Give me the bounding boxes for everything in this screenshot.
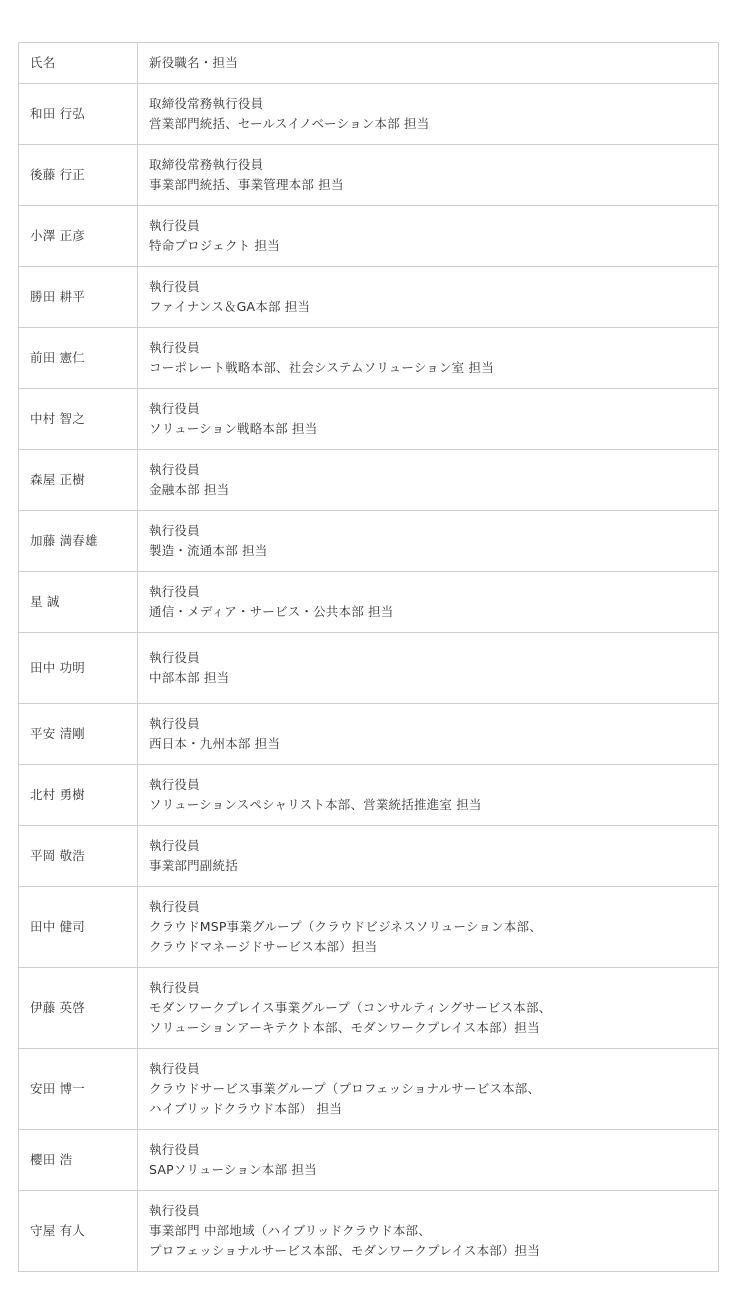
- role-line: 取締役常務執行役員: [149, 96, 264, 111]
- role-line: 執行役員: [149, 340, 200, 355]
- executive-role-cell: [138, 1191, 719, 1272]
- table-body: [19, 43, 719, 1272]
- role-line: 執行役員: [149, 777, 200, 792]
- table-row: [19, 572, 719, 633]
- role-line: 通信・メディア・サービス・公共本部 担当: [149, 604, 394, 619]
- table-row: [19, 704, 719, 765]
- role-line: 執行役員: [149, 401, 200, 416]
- role-line: 執行役員: [149, 1142, 200, 1157]
- role-line: 事業部門 中部地域（ハイブリッドクラウド本部、: [149, 1223, 431, 1238]
- role-line: 特命プロジェクト 担当: [149, 238, 280, 253]
- executive-name-cell: 前田 憲仁: [19, 328, 138, 389]
- executive-role-cell: [138, 633, 719, 704]
- executive-role-cell: [138, 704, 719, 765]
- executive-role-cell: [138, 887, 719, 968]
- table-row: [19, 389, 719, 450]
- executive-name-cell: 勝田 耕平: [19, 267, 138, 328]
- role-line: 執行役員: [149, 980, 200, 995]
- executive-role-cell: [138, 1049, 719, 1130]
- role-line: コーポレート戦略本部、社会システムソリューション室 担当: [149, 360, 494, 375]
- header-name-cell: 氏名: [19, 43, 138, 84]
- executive-name-cell: 平岡 敬浩: [19, 826, 138, 887]
- executive-role-cell: [138, 511, 719, 572]
- role-line: 執行役員: [149, 838, 200, 853]
- table-row: [19, 328, 719, 389]
- table-row: [19, 633, 719, 704]
- table-row: [19, 145, 719, 206]
- executive-name-cell: 加藤 満春雄: [19, 511, 138, 572]
- table-row: [19, 1130, 719, 1191]
- role-line: 西日本・九州本部 担当: [149, 736, 281, 751]
- role-line: SAPソリューション本部 担当: [149, 1162, 317, 1177]
- executive-name-cell: 田中 健司: [19, 887, 138, 968]
- executive-role-cell: [138, 826, 719, 887]
- role-line: 執行役員: [149, 1203, 200, 1218]
- role-line: 執行役員: [149, 523, 200, 538]
- role-line: 事業部門統括、事業管理本部 担当: [149, 177, 344, 192]
- executive-role-cell: [138, 450, 719, 511]
- role-line: 執行役員: [149, 218, 200, 233]
- executive-role-cell: [138, 206, 719, 267]
- table-row: [19, 84, 719, 145]
- executive-appointments-table: [18, 42, 719, 1272]
- executive-name-cell: 星 誠: [19, 572, 138, 633]
- table-row: [19, 1049, 719, 1130]
- executive-role-cell: [138, 765, 719, 826]
- table-row: [19, 826, 719, 887]
- role-line: 事業部門副統括: [149, 858, 238, 873]
- executive-name-cell: 安田 博一: [19, 1049, 138, 1130]
- executive-role-cell: [138, 84, 719, 145]
- role-line: ファイナンス＆GA本部 担当: [149, 299, 311, 314]
- role-line: クラウドマネージドサービス本部）担当: [149, 939, 378, 954]
- executive-name-cell: 田中 功明: [19, 633, 138, 704]
- role-line: モダンワークプレイス事業グループ（コンサルティングサービス本部、: [149, 1000, 552, 1015]
- executive-role-cell: [138, 145, 719, 206]
- executive-name-cell: 和田 行弘: [19, 84, 138, 145]
- role-line: 中部本部 担当: [149, 670, 230, 685]
- executive-name-cell: 北村 勇樹: [19, 765, 138, 826]
- role-line: 執行役員: [149, 584, 200, 599]
- role-line: 執行役員: [149, 1061, 200, 1076]
- executive-role-cell: [138, 968, 719, 1049]
- executive-name-cell: 中村 智之: [19, 389, 138, 450]
- executive-role-cell: [138, 389, 719, 450]
- table-header-row: [19, 43, 719, 84]
- table-row: [19, 450, 719, 511]
- role-line: クラウドサービス事業グループ（プロフェッショナルサービス本部、: [149, 1081, 541, 1096]
- role-line: ソリューションスペシャリスト本部、営業統括推進室 担当: [149, 797, 482, 812]
- executive-role-cell: [138, 1130, 719, 1191]
- role-line: クラウドMSP事業グループ（クラウドビジネスソリューション本部、: [149, 919, 542, 934]
- executive-name-cell: 森屋 正樹: [19, 450, 138, 511]
- executive-table-container: [18, 42, 718, 1272]
- table-row: [19, 765, 719, 826]
- role-line: 執行役員: [149, 716, 200, 731]
- executive-role-cell: [138, 267, 719, 328]
- role-line: 執行役員: [149, 279, 200, 294]
- executive-name-cell: 小澤 正彦: [19, 206, 138, 267]
- role-line: ソリューション戦略本部 担当: [149, 421, 318, 436]
- role-line: ソリューションアーキテクト本部、モダンワークプレイス本部）担当: [149, 1020, 540, 1035]
- executive-name-cell: 平安 清剛: [19, 704, 138, 765]
- role-line: 営業部門統括、セールスイノベーション本部 担当: [149, 116, 430, 131]
- table-row: [19, 267, 719, 328]
- executive-name-cell: 伊藤 英啓: [19, 968, 138, 1049]
- executive-name-cell: 守屋 有人: [19, 1191, 138, 1272]
- role-line: 金融本部 担当: [149, 482, 230, 497]
- role-line: 製造・流通本部 担当: [149, 543, 268, 558]
- role-line: ハイブリッドクラウド本部） 担当: [149, 1101, 343, 1116]
- executive-role-cell: [138, 328, 719, 389]
- table-row: [19, 887, 719, 968]
- role-line: 執行役員: [149, 899, 200, 914]
- executive-name-cell: 櫻田 浩: [19, 1130, 138, 1191]
- table-row: [19, 206, 719, 267]
- table-row: [19, 511, 719, 572]
- role-line: 執行役員: [149, 650, 200, 665]
- role-line: 取締役常務執行役員: [149, 157, 264, 172]
- role-line: 執行役員: [149, 462, 200, 477]
- role-line: プロフェッショナルサービス本部、モダンワークプレイス本部）担当: [149, 1243, 541, 1258]
- header-role-cell: 新役職名・担当: [138, 43, 719, 84]
- table-row: [19, 968, 719, 1049]
- executive-name-cell: 後藤 行正: [19, 145, 138, 206]
- executive-role-cell: [138, 572, 719, 633]
- table-row: [19, 1191, 719, 1272]
